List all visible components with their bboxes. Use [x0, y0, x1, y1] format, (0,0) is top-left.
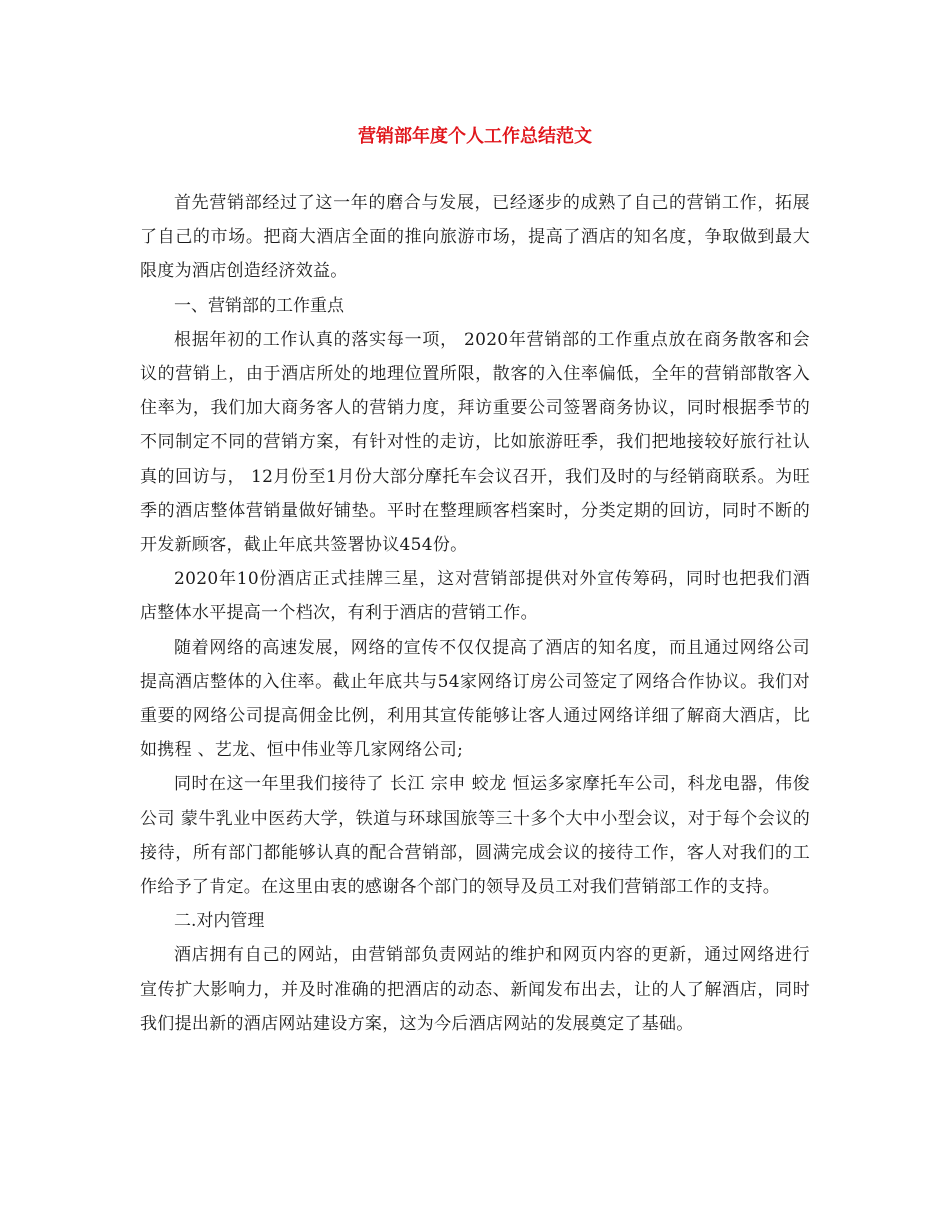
body-paragraph: 随着网络的高速发展，网络的宣传不仅仅提高了酒店的知名度，而且通过网络公司提高酒店整体的入住率。截止年底共与54家网络订房公司签定了网络合作协议。我们对重要的网络公司提高佣金比例，利用其宣传能够让客人通过网络详细了解商大酒店，比如携程 、艺龙、恒中伟业等几家网络公司; — [140, 637, 810, 761]
body-paragraph: 2020年10份酒店正式挂牌三星，这对营销部提供对外宣传筹码，同时也把我们酒店整体水平提高一个档次，有利于酒店的营销工作。 — [140, 569, 810, 624]
body-paragraph: 根据年初的工作认真的落实每一项， 2020年营销部的工作重点放在商务散客和会议的营销上，由于酒店所处的地理位置所限，散客的入住率偏低，全年的营销部散客入住率为，我们加大商务客人的营销力度，拜访重要公司签署商务协议，同时根据季节的不同制定不同的营销方案，有针对性的走访，比如旅游旺季，我们把地接较好旅行社认真的回访与， 12月份至1月份大部分摩托车会议召开，我们及时的与经销商联系。为旺季的酒店整体营销量做好铺垫。平时在整理顾客档案时，分类定期的回访，同时不断的开发新顾客，截止年底共签署协议454份。 — [140, 329, 810, 556]
section-heading-2: 二.对内管理 — [174, 911, 265, 932]
section-heading-1: 一、营销部的工作重点 — [174, 295, 344, 316]
document-title: 营销部年度个人工作总结范文 — [358, 126, 592, 147]
document-body — [140, 186, 810, 1041]
intro-paragraph: 首先营销部经过了这一年的磨合与发展，已经逐步的成熟了自己的营销工作，拓展了自己的市场。把商大酒店全面的推向旅游市场，提高了酒店的知名度，争取做到最大限度为酒店创造经济效益。 — [140, 193, 810, 282]
body-paragraph: 同时在这一年里我们接待了 长江 宗申 蛟龙 恒运多家摩托车公司，科龙电器，伟俊公司 蒙牛乳业中医药大学，铁道与环球国旅等三十多个大中小型会议，对于每个会议的接待，所有部门都能够认真的配合营销部，圆满完成会议的接待工作，客人对我们的工作给予了肯定。在这里由衷的感谢各个部门的领导及员工对我们营销部工作的支持。 — [140, 774, 810, 898]
body-paragraph: 酒店拥有自己的网站，由营销部负责网站的维护和网页内容的更新，通过网络进行宣传扩大影响力，并及时准确的把酒店的动态、新闻发布出去，让的人了解酒店，同时我们提出新的酒店网站建设方案，这为今后酒店网站的发展奠定了基础。 — [140, 945, 810, 1034]
